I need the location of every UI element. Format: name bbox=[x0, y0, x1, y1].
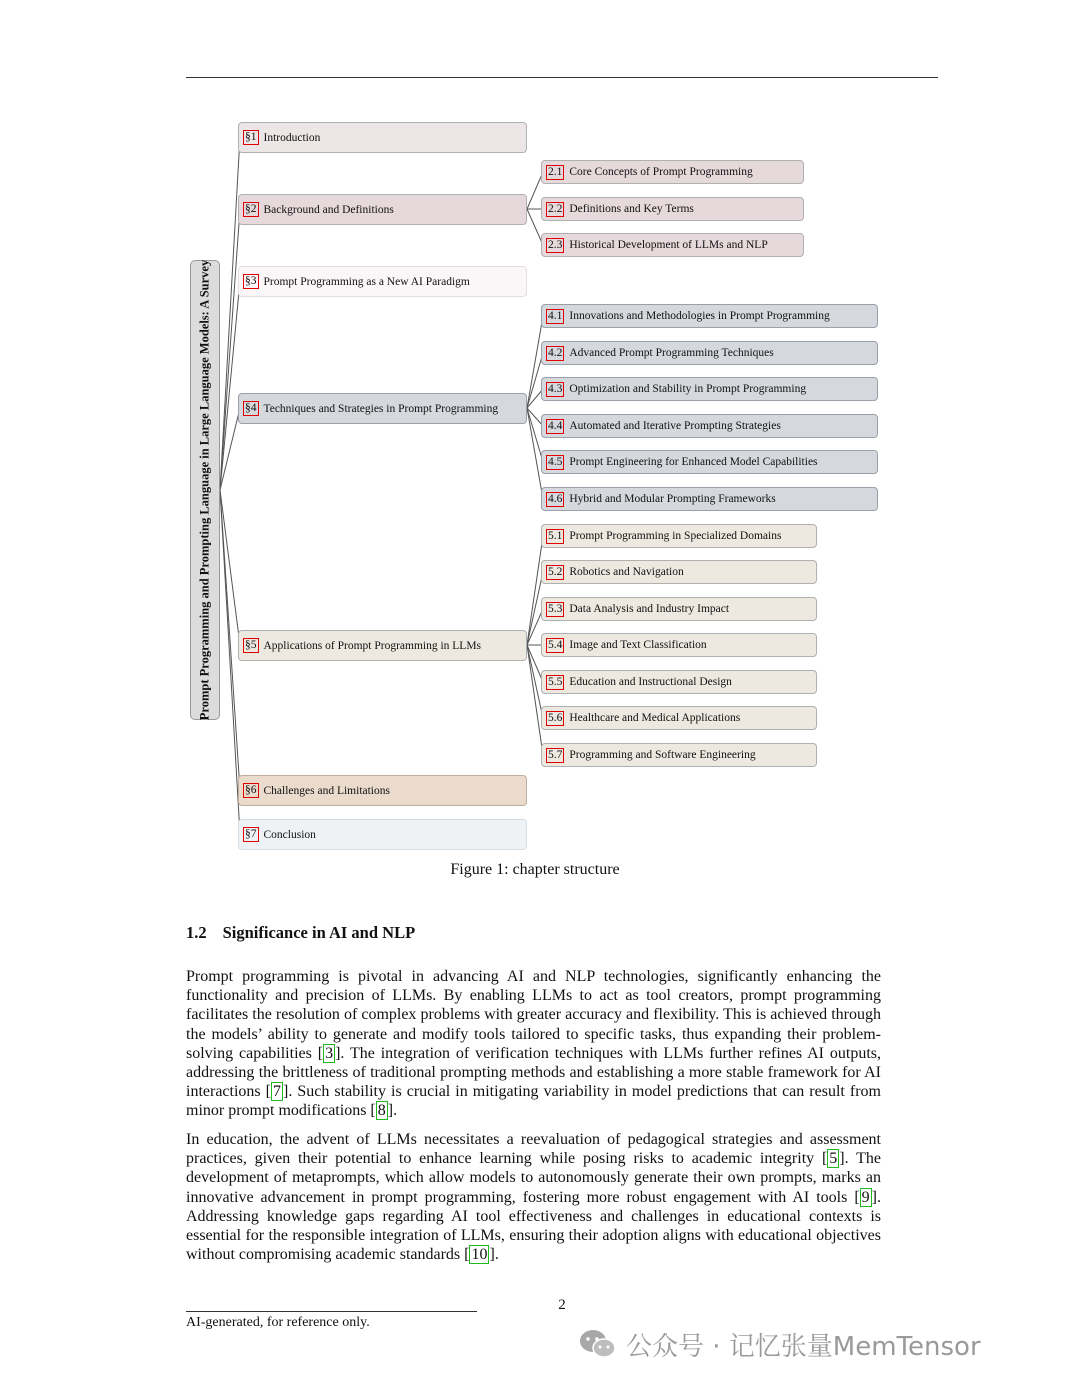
subsection-ref[interactable]: 5.2 bbox=[548, 565, 563, 578]
subsection-ref[interactable]: 4.1 bbox=[548, 309, 563, 322]
subsection-ref[interactable]: 2.3 bbox=[548, 238, 563, 251]
citation-link[interactable]: 10 bbox=[471, 1246, 488, 1264]
section-node-5[interactable] bbox=[238, 630, 527, 661]
section-title: Challenges and Limitations bbox=[263, 784, 390, 797]
paragraph-text: ]. The development of metaprompts, which allow models to autonomously generate their own prompts, marks an innovative advancement in prompt programming, fostering more robust engagement with AI tools [ bbox=[186, 1150, 881, 1206]
subsection-title: Innovations and Methodologies in Prompt Programming bbox=[569, 310, 830, 322]
citation-link[interactable]: 7 bbox=[273, 1083, 282, 1101]
wechat-icon bbox=[578, 1328, 618, 1360]
paragraph-text: ]. bbox=[489, 1246, 499, 1264]
subsection-title: Automated and Iterative Prompting Strategies bbox=[569, 420, 781, 432]
subsection-title: Core Concepts of Prompt Programming bbox=[569, 166, 753, 178]
subsection-title: Definitions and Key Terms bbox=[569, 203, 694, 215]
paragraph-text: ]. Addressing knowledge gaps regarding AI tool effectiveness and challenges in educational contexts is essential for the responsible integration of LLMs, ensuring their adoption aligns with educational objectives without compromising academic standards [ bbox=[186, 1188, 881, 1264]
subsection-ref[interactable]: 2.2 bbox=[548, 202, 563, 215]
paragraph-text: In education, the advent of LLMs necessitates a reevaluation of pedagogical strategies and assessment practices, given their potential to enhance learning while posing risks to academic integrity [ bbox=[186, 1131, 881, 1168]
subsection-ref[interactable]: 5.7 bbox=[548, 748, 563, 761]
subsection-title: Programming and Software Engineering bbox=[569, 749, 756, 761]
section-title: Background and Definitions bbox=[263, 203, 394, 216]
section-node-1[interactable] bbox=[238, 122, 527, 153]
footnote-rule bbox=[186, 1311, 477, 1312]
subsection-title: Data Analysis and Industry Impact bbox=[569, 603, 730, 615]
subsection-title: Healthcare and Medical Applications bbox=[569, 712, 741, 724]
subsection-node-2-2[interactable] bbox=[541, 197, 804, 221]
subsection-node-2-3[interactable] bbox=[541, 233, 804, 257]
section-ref[interactable]: §2 bbox=[245, 203, 257, 215]
section-ref[interactable]: §7 bbox=[245, 828, 257, 840]
subsection-node-5-5[interactable] bbox=[541, 670, 817, 694]
subsection-node-4-6[interactable] bbox=[541, 487, 878, 511]
section-heading bbox=[186, 923, 415, 943]
subsection-title: Robotics and Navigation bbox=[569, 566, 684, 578]
subsection-ref[interactable]: 4.5 bbox=[548, 455, 563, 468]
subsection-node-2-1[interactable] bbox=[541, 160, 804, 184]
watermark bbox=[578, 1326, 981, 1362]
paragraph-2 bbox=[186, 1130, 881, 1264]
citation-link[interactable]: 5 bbox=[829, 1150, 838, 1168]
paragraph-1 bbox=[186, 967, 881, 1121]
subsection-title: Education and Instructional Design bbox=[569, 676, 732, 688]
subsection-node-5-6[interactable] bbox=[541, 706, 817, 730]
section-title: Significance in AI and NLP bbox=[222, 923, 416, 942]
section-ref[interactable]: §3 bbox=[245, 275, 257, 287]
section-ref[interactable]: §1 bbox=[245, 131, 257, 143]
section-node-7[interactable] bbox=[238, 819, 527, 850]
paragraph-text: ]. bbox=[387, 1102, 398, 1120]
citation-link[interactable]: 8 bbox=[377, 1102, 386, 1120]
subsection-node-5-3[interactable] bbox=[541, 597, 817, 621]
paragraph-text: ]. Such stability is crucial in mitigating variability in model predictions that can result from minor prompt modifications [ bbox=[186, 1083, 881, 1120]
subsection-node-4-2[interactable] bbox=[541, 341, 878, 365]
section-node-3[interactable] bbox=[238, 266, 527, 297]
section-title: Conclusion bbox=[263, 828, 316, 841]
citation-link[interactable]: 3 bbox=[325, 1044, 334, 1062]
subsection-ref[interactable]: 4.3 bbox=[548, 382, 563, 395]
footnote: AI-generated, for reference only. bbox=[186, 1315, 370, 1330]
subsection-node-4-3[interactable] bbox=[541, 377, 878, 401]
subsection-title: Image and Text Classification bbox=[569, 639, 707, 651]
subsection-title: Advanced Prompt Programming Techniques bbox=[569, 347, 774, 359]
subsection-title: Prompt Engineering for Enhanced Model Capabilities bbox=[569, 456, 818, 468]
subsection-ref[interactable]: 5.6 bbox=[548, 711, 563, 724]
section-number: 1.2 bbox=[186, 923, 207, 942]
section-ref[interactable]: §4 bbox=[245, 402, 257, 414]
section-title: Applications of Prompt Programming in LLMs bbox=[263, 639, 482, 652]
citation-link[interactable]: 9 bbox=[861, 1188, 870, 1206]
subsection-node-5-1[interactable] bbox=[541, 524, 817, 548]
subsection-node-4-4[interactable] bbox=[541, 414, 878, 438]
subsection-ref[interactable]: 2.1 bbox=[548, 165, 563, 178]
watermark-text: 公众号 · 记忆张量MemTensor bbox=[626, 1331, 981, 1362]
subsection-node-5-4[interactable] bbox=[541, 633, 817, 657]
subsection-title: Prompt Programming in Specialized Domains bbox=[569, 530, 782, 542]
subsection-title: Hybrid and Modular Prompting Frameworks bbox=[569, 493, 776, 505]
section-node-2[interactable] bbox=[238, 194, 527, 225]
paragraph-text: Prompt programming is pivotal in advancing AI and NLP technologies, significantly enhancing the functionality and precision of LLMs. By enabling LLMs to act as tool creators, prompt programming facilitates the resolution of complex problems with greater accuracy and flexibility. This is achieved through the models’ ability to generate and modify tools tailored to specific tasks, thus expanding their problem-solving capabilities [ bbox=[186, 968, 881, 1062]
subsection-node-4-1[interactable] bbox=[541, 304, 878, 328]
subsection-title: Optimization and Stability in Prompt Programming bbox=[569, 383, 807, 395]
subsection-ref[interactable]: 5.4 bbox=[548, 638, 563, 651]
subsection-title: Historical Development of LLMs and NLP bbox=[569, 239, 768, 251]
section-ref[interactable]: §6 bbox=[245, 784, 257, 796]
subsection-ref[interactable]: 4.4 bbox=[548, 419, 563, 432]
section-title: Techniques and Strategies in Prompt Programming bbox=[263, 402, 499, 415]
subsection-ref[interactable]: 5.1 bbox=[548, 529, 563, 542]
subsection-node-5-2[interactable] bbox=[541, 560, 817, 584]
section-node-4[interactable] bbox=[238, 393, 527, 424]
section-title: Prompt Programming as a New AI Paradigm bbox=[263, 275, 470, 288]
paragraph-text: ]. The integration of verification techniques with LLMs further refines AI outputs, addressing the brittleness of traditional prompting methods and establishing a more stable framework for AI interactions [ bbox=[186, 1044, 882, 1101]
section-node-6[interactable] bbox=[238, 775, 527, 806]
subsection-ref[interactable]: 4.2 bbox=[548, 346, 563, 359]
figure-caption: Figure 1: chapter structure bbox=[450, 861, 620, 878]
subsection-ref[interactable]: 5.3 bbox=[548, 602, 563, 615]
tree-root-label: Prompt Programming and Prompting Language in Large Language Models: A Survey bbox=[197, 259, 212, 721]
subsection-node-5-7[interactable] bbox=[541, 743, 817, 767]
subsection-ref[interactable]: 5.5 bbox=[548, 675, 563, 688]
page-number: 2 bbox=[558, 1297, 566, 1313]
tree-root bbox=[190, 260, 220, 720]
subsection-ref[interactable]: 4.6 bbox=[548, 492, 563, 505]
subsection-node-4-5[interactable] bbox=[541, 450, 878, 474]
section-ref[interactable]: §5 bbox=[245, 639, 257, 651]
section-title: Introduction bbox=[263, 131, 321, 144]
